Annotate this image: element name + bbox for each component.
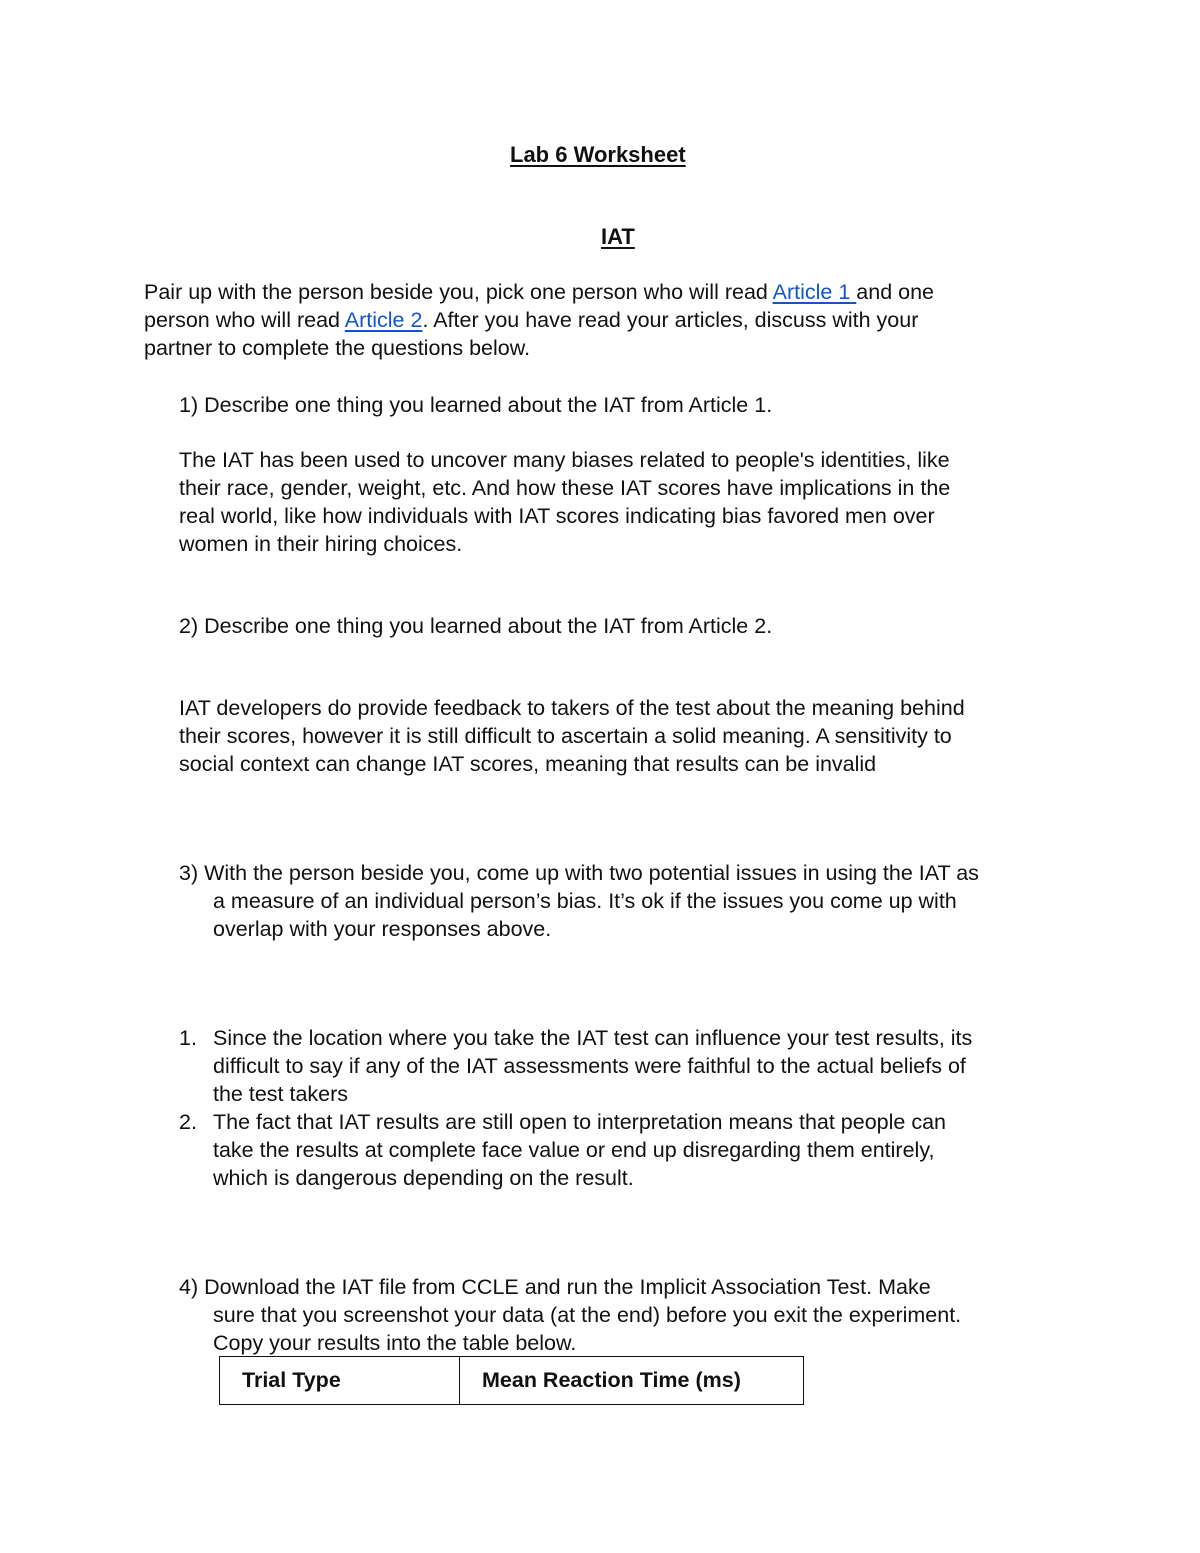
answer-2-line: social context can change IAT scores, meaning that results can be invalid [179, 752, 877, 776]
question-3-prompt: a measure of an individual person’s bias. It’s ok if the issues you come up with [213, 889, 957, 913]
question-3-prompt: overlap with your responses above. [213, 917, 552, 941]
intro-line-3: partner to complete the questions below. [144, 336, 531, 360]
table-header-mean-reaction-time: Mean Reaction Time (ms) [460, 1357, 804, 1405]
list-number: 2. [179, 1110, 197, 1134]
question-3-prompt: 3) With the person beside you, come up with two potential issues in using the IAT as [179, 861, 979, 885]
answer-1-line: women in their hiring choices. [179, 532, 463, 556]
answer-1-line: The IAT has been used to uncover many biases related to people's identities, like [179, 448, 950, 472]
list-item: The fact that IAT results are still open to interpretation means that people can [213, 1110, 947, 1134]
question-4-prompt: sure that you screenshot your data (at the end) before you exit the experiment. [213, 1303, 962, 1327]
page-title: Lab 6 Worksheet [510, 142, 686, 167]
question-4-prompt: Copy your results into the table below. [213, 1331, 577, 1355]
list-item: the test takers [213, 1082, 349, 1106]
question-4-prompt: 4) Download the IAT file from CCLE and run the Implicit Association Test. Make [179, 1275, 931, 1299]
list-item: take the results at complete face value or end up disregarding them entirely, [213, 1138, 935, 1162]
section-title: IAT [601, 224, 635, 249]
list-item: difficult to say if any of the IAT assessments were faithful to the actual beliefs of [213, 1054, 966, 1078]
intro-text: . After you have read your articles, discuss with your [422, 308, 919, 332]
article-2-link[interactable]: Article 2 [344, 308, 423, 332]
list-item: which is dangerous depending on the result. [213, 1166, 634, 1190]
article-1-link[interactable]: Article 1 [772, 280, 857, 304]
table-header-row [220, 1357, 804, 1405]
intro-text: person who will read [144, 308, 345, 332]
answer-1-line: their race, gender, weight, etc. And how these IAT scores have implications in the [179, 476, 951, 500]
intro-text: and one [856, 280, 935, 304]
question-1-prompt: 1) Describe one thing you learned about the IAT from Article 1. [179, 393, 773, 417]
intro-line-2 [144, 306, 918, 334]
list-item: Since the location where you take the IAT test can influence your test results, its [213, 1026, 973, 1050]
answer-1-line: real world, like how individuals with IAT scores indicating bias favored men over [179, 504, 935, 528]
answer-2-line: their scores, however it is still difficult to ascertain a solid meaning. A sensitivity to [179, 724, 952, 748]
results-table [219, 1356, 804, 1405]
intro-text: Pair up with the person beside you, pick one person who will read [144, 280, 773, 304]
table-header-trial-type: Trial Type [220, 1357, 460, 1405]
answer-2-line: IAT developers do provide feedback to takers of the test about the meaning behind [179, 696, 965, 720]
question-2-prompt: 2) Describe one thing you learned about the IAT from Article 2. [179, 614, 773, 638]
intro-line-1 [144, 278, 934, 306]
list-number: 1. [179, 1026, 197, 1050]
